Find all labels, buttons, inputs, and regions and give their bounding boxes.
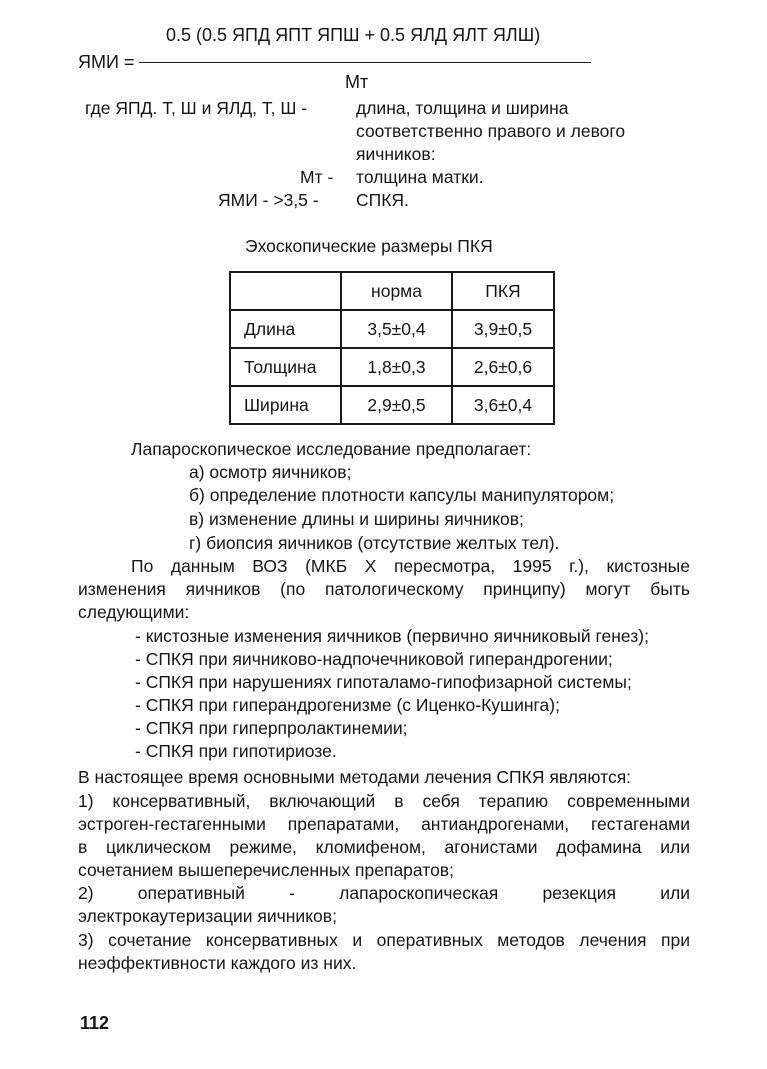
- fraction-bar: [139, 62, 591, 63]
- echo-size-table: [229, 271, 555, 425]
- methods-intro: В настоящее время основными методами лечения СПКЯ являются:: [78, 767, 632, 787]
- method-line: электрокаутеризации яичников;: [78, 906, 337, 926]
- table-cell: Длина: [230, 310, 341, 348]
- method-line: сочетанием вышеперечисленных препаратов;: [78, 860, 454, 880]
- paragraph-line: По данным ВОЗ (МКБ Х пересмотра, 1995 г.), кистозные: [131, 556, 690, 576]
- definition-text: соответственно правого и левого: [356, 121, 626, 141]
- table-row: [230, 348, 554, 386]
- table-cell: Ширина: [230, 386, 341, 424]
- dash-item: - СПКЯ при гиперпролактинемии;: [135, 718, 408, 738]
- page-number: 112: [80, 1013, 110, 1033]
- paragraph-line: изменения яичников (по патологическому принципу) могут быть: [78, 579, 690, 599]
- paragraph-line: следующими:: [78, 602, 190, 622]
- method-line: эстроген-гестагенными препаратами, антиандрогенами, гестагенами: [78, 814, 690, 834]
- method-line: неэффективности каждого из них.: [78, 953, 357, 973]
- table-cell: Толщина: [230, 348, 341, 386]
- table-cell: 2,6±0,6: [452, 348, 554, 386]
- table-row: [230, 310, 554, 348]
- dash-item: - СПКЯ при яичниково-надпочечниковой гиперандрогении;: [135, 649, 613, 669]
- table-cell: 3,5±0,4: [341, 310, 452, 348]
- table-row: [230, 386, 554, 424]
- table-header-row: [230, 272, 554, 310]
- table-header-cell: норма: [341, 272, 452, 310]
- dash-item: - СПКЯ при нарушениях гипоталамо-гипофизарной системы;: [135, 672, 632, 692]
- definition-term: где ЯПД. Т, Ш и ЯЛД, Т, Ш -: [85, 98, 308, 118]
- table-cell: 2,9±0,5: [341, 386, 452, 424]
- table-caption: Эхоскопические размеры ПКЯ: [245, 236, 493, 256]
- definition-term: ЯМИ - >3,5 -: [218, 190, 319, 210]
- table-cell: 3,6±0,4: [452, 386, 554, 424]
- laparoscopy-item: г) биопсия яичников (отсутствие желтых тел).: [189, 533, 560, 553]
- method-line: 2) оперативный - лапароскопическая резекция или: [78, 883, 690, 903]
- laparoscopy-item: в) изменение длины и ширины яичников;: [189, 509, 524, 529]
- definition-term: Мт -: [300, 167, 334, 187]
- dash-item: - СПКЯ при гиперандрогенизме (с Иценко-Кушинга);: [135, 695, 560, 715]
- definition-text: СПКЯ.: [356, 190, 409, 210]
- method-line: 1) консервативный, включающий в себя терапию современными: [78, 791, 690, 811]
- table-cell: 3,9±0,5: [452, 310, 554, 348]
- definition-text: яичников:: [356, 144, 436, 164]
- table-header-cell: [230, 272, 341, 310]
- laparoscopy-intro: Лапароскопическое исследование предполагает:: [131, 439, 532, 459]
- method-line: 3) сочетание консервативных и оперативных методов лечения при: [78, 930, 690, 950]
- dash-item: - кистозные изменения яичников (первично яичниковый генез);: [135, 626, 649, 646]
- laparoscopy-item: б) определение плотности капсулы манипулятором;: [189, 485, 615, 505]
- formula-numerator: 0.5 (0.5 ЯПД ЯПТ ЯПШ + 0.5 ЯЛД ЯЛТ ЯЛШ): [166, 25, 541, 45]
- definition-text: толщина матки.: [356, 167, 484, 187]
- table-cell: 1,8±0,3: [341, 348, 452, 386]
- laparoscopy-item: а) осмотр яичников;: [189, 462, 352, 482]
- dash-item: - СПКЯ при гипотириозе.: [135, 741, 337, 761]
- method-line: в циклическом режиме, кломифеном, агонистами дофамина или: [78, 837, 690, 857]
- table-header-cell: ПКЯ: [452, 272, 554, 310]
- formula-denominator: Мт: [345, 72, 369, 92]
- formula-lhs: ЯМИ =: [78, 52, 135, 72]
- definition-text: длина, толщина и ширина: [356, 98, 569, 118]
